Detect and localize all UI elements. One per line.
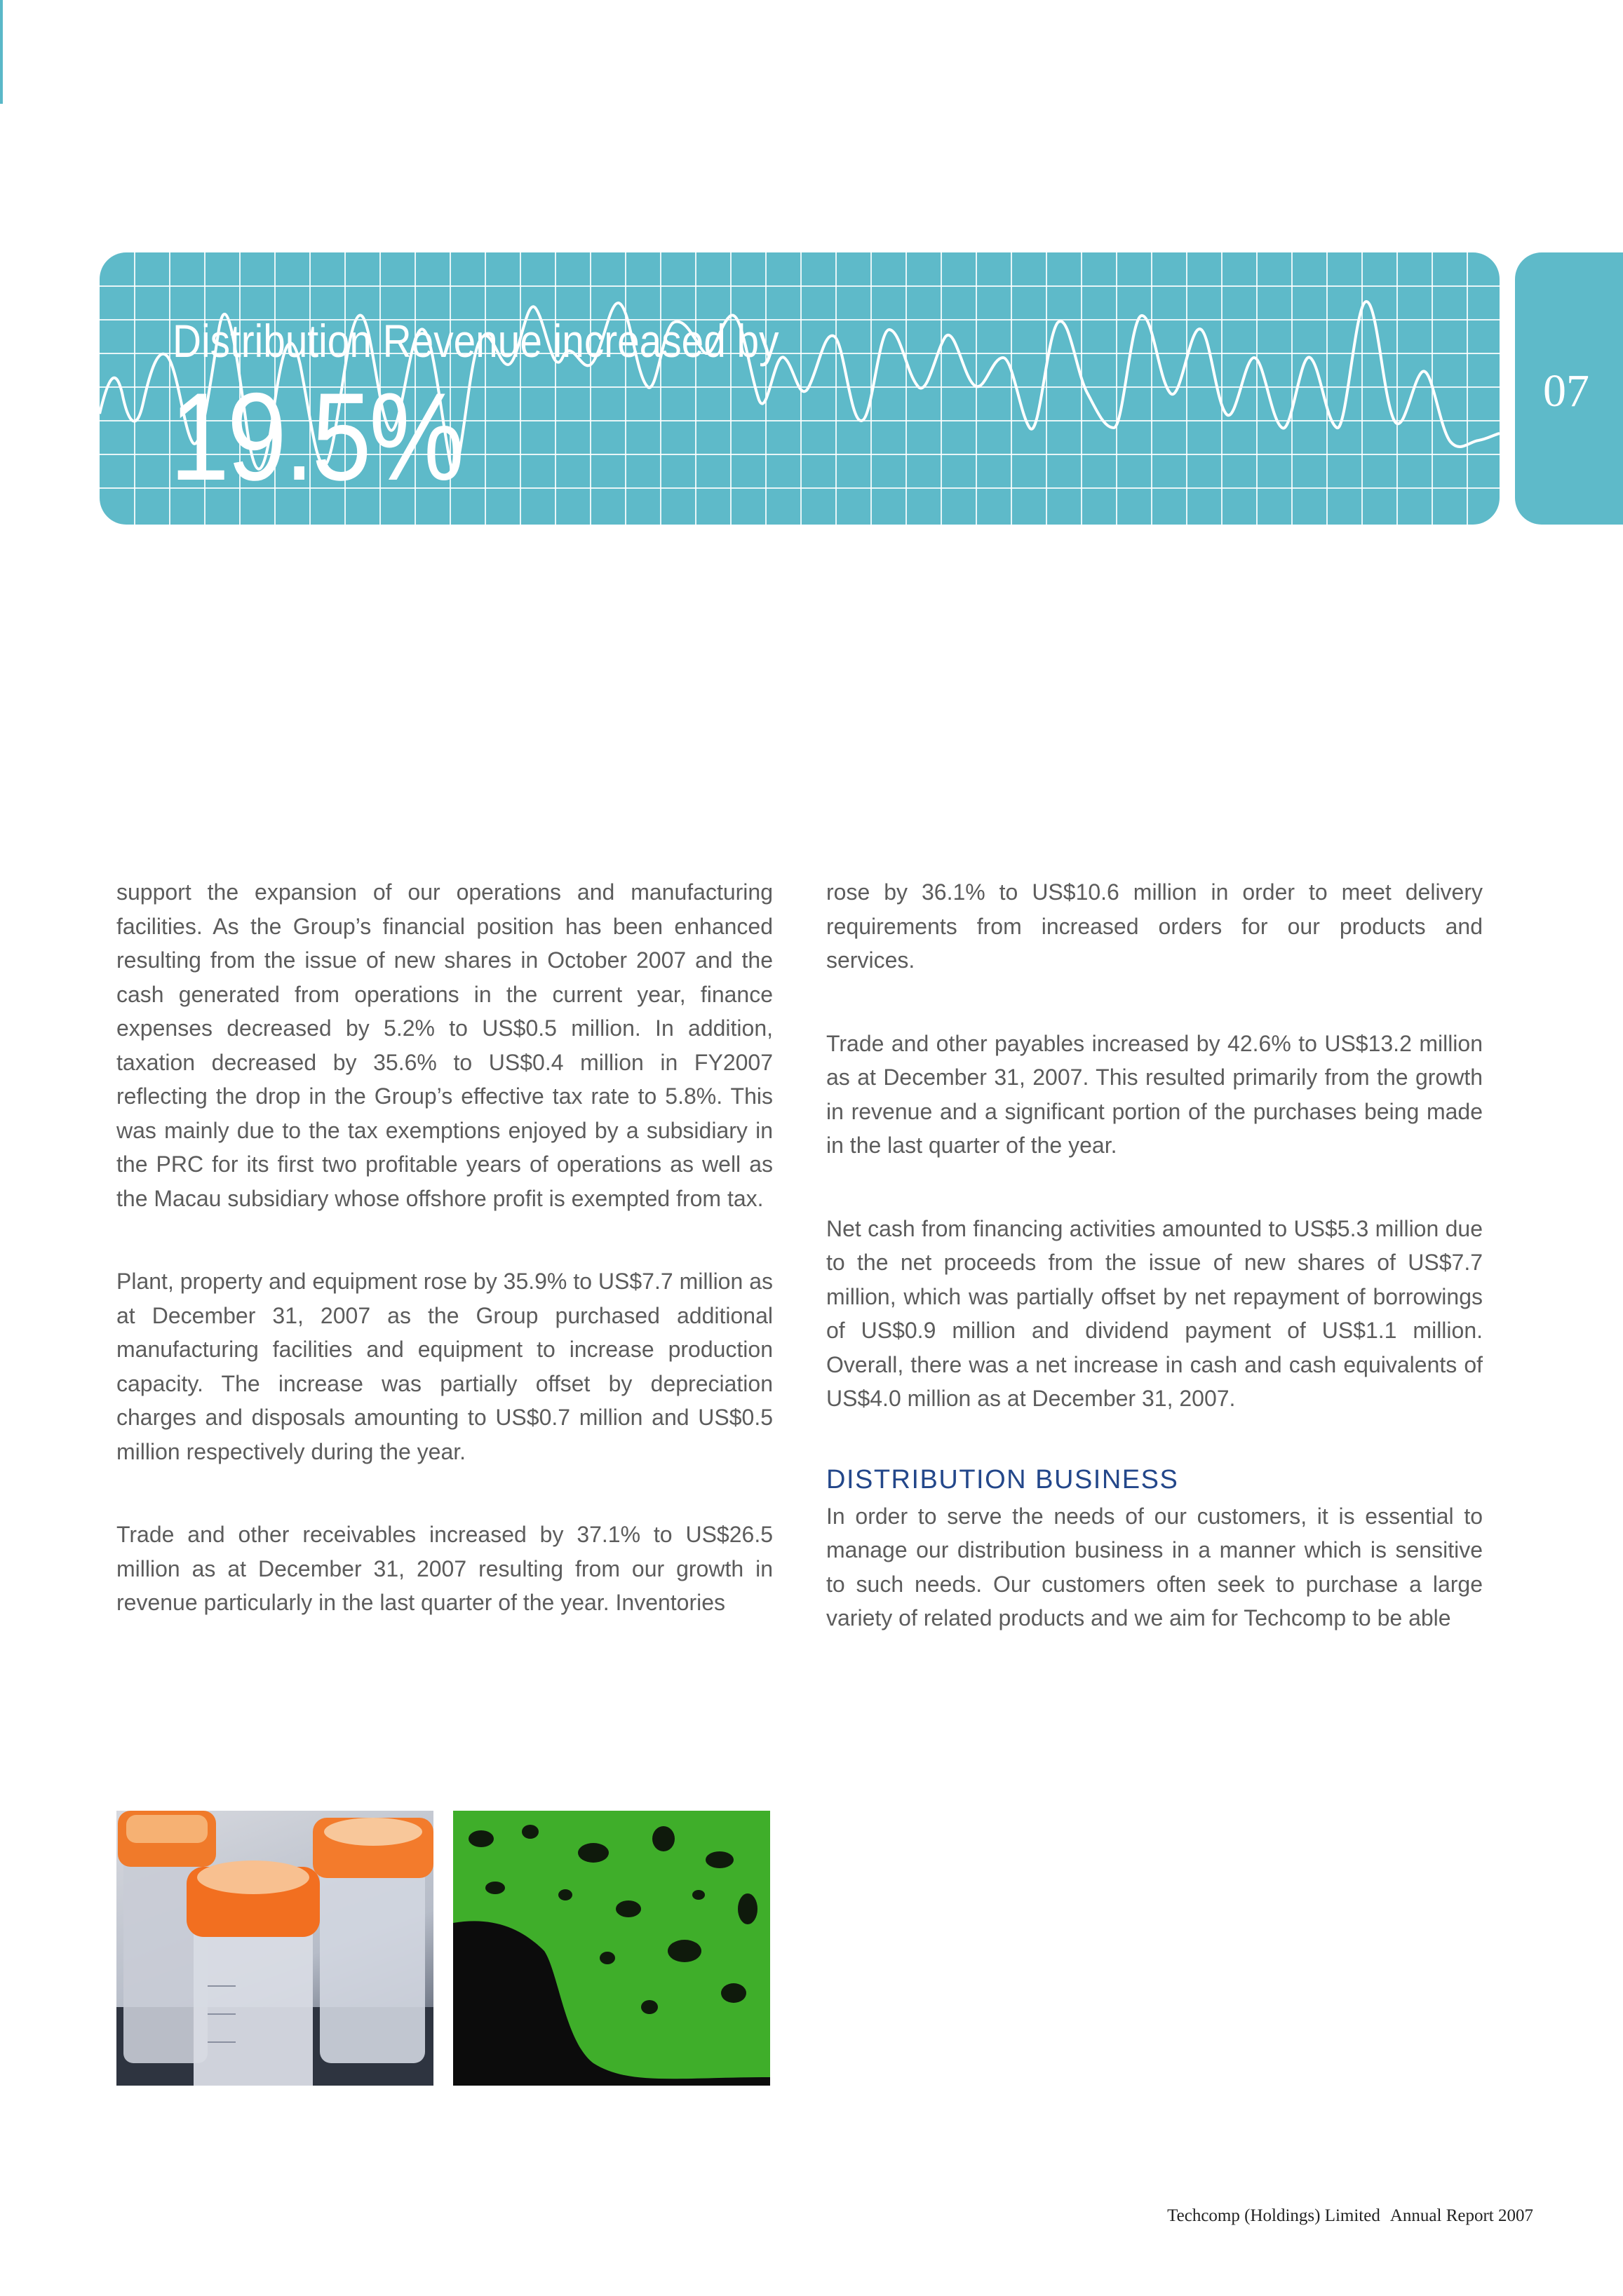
paragraph: Trade and other receivables increased by 37.1% to US$26.5 million as at December 31, 2007 resulting from our growth in revenue particularly in the last quarter of the year. Inventories xyxy=(116,1522,773,1615)
paragraph: support the expansion of our operations and manufacturing facilities. As the Group’s financial position has been enhanced resulting from the issue of new shares in October 2007 and the cash generated from operations in the current year, finance expenses decreased by 5.2% to US$0.5 million. In addition, taxation decreased by 35.6% to US$0.4 million in FY2007 reflecting the drop in the Group’s effective tax rate to 5.8%. This was mainly due to the tax exemptions enjoyed by a subsidiary in the PRC for its first two profitable years of operations as well as the Macau subsidiary whose offshore profit is exempted from tax. xyxy=(116,879,773,1211)
microscopy-image xyxy=(453,1811,770,2086)
paragraph: Net cash from financing activities amounted to US$5.3 million due to the net proceeds from the issue of new shares of US$7.7 million, which was partially offset by net repayment of borrowings of US$0.9 million and dividend payment of US$1.1 million. Overall, there was a net increase in cash and cash equivalents of US$4.0 million as at December 31, 2007. xyxy=(826,1215,1483,1411)
edge-marker xyxy=(0,0,3,104)
paragraph: rose by 36.1% to US$10.6 million in order to meet delivery requirements from increased orders for our products and services. xyxy=(826,879,1483,973)
headline-banner xyxy=(100,252,1500,525)
page-number: 07 xyxy=(1543,365,1589,417)
paragraph: Plant, property and equipment rose by 35.9% to US$7.7 million as at December 31, 2007 as the Group purchased additional manufacturing facilities and equipment to increase production capacity. The increase was partially offset by depreciation charges and disposals amounting to US$0.7 million and US$0.5 million respectively during the year. xyxy=(116,1269,773,1464)
page-number-tab xyxy=(1515,252,1623,525)
sample-tubes-photo xyxy=(116,1811,433,2086)
left-column xyxy=(116,875,773,1669)
right-column xyxy=(826,875,1483,1684)
paragraph: In order to serve the needs of our customers, it is essential to manage our distribution business in a manner which is sensitive to such needs. Our customers often seek to purchase a large variety of related products and we aim for Techcomp to be able xyxy=(826,1503,1483,1630)
footer-company: Techcomp (Holdings) Limited xyxy=(1167,2206,1380,2225)
footer xyxy=(1167,2206,1533,2226)
footer-report: Annual Report 2007 xyxy=(1389,2206,1533,2225)
banner-title: Distribution Revenue increased by xyxy=(173,315,779,367)
paragraph: Trade and other payables increased by 42.6% to US$13.2 million as at December 31, 2007. This resulted primarily from the growth in revenue and a significant portion of the purchases being made in the last quarter of the year. xyxy=(826,1030,1483,1158)
section-heading: DISTRIBUTION BUSINESS xyxy=(826,1464,1179,1494)
banner-value: 19.5% xyxy=(170,367,462,506)
